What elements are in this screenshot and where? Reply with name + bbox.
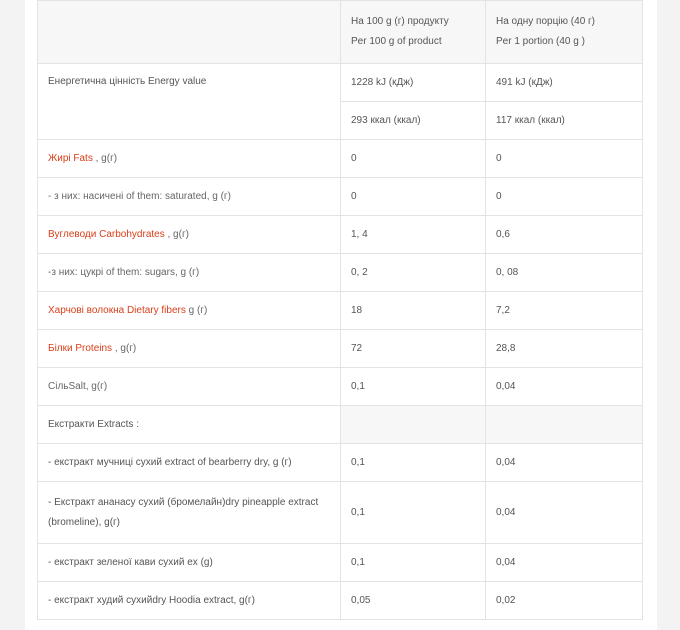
nutrient-label bbox=[38, 178, 341, 216]
value-per-portion: 7,2 bbox=[486, 292, 643, 330]
value-per-portion: 0,04 bbox=[486, 544, 643, 582]
header-per-portion-en: Per 1 portion (40 g ) bbox=[496, 36, 585, 47]
energy-kcal-portion: 117 ккал (ккал) bbox=[486, 102, 643, 140]
value-per-portion: 0 bbox=[486, 178, 643, 216]
nutrient-label-unit: g (г) bbox=[185, 304, 208, 316]
table-row bbox=[38, 582, 643, 620]
extract-label: - екстракт мучниці сухий extract of bearberry dry, g (г) bbox=[38, 444, 341, 482]
table-row bbox=[38, 482, 643, 544]
value-per-100g: 0 bbox=[341, 178, 486, 216]
extract-label: - екстракт зеленої кави сухий ex (g) bbox=[38, 544, 341, 582]
energy-kcal-100g: 293 ккал (ккал) bbox=[341, 102, 486, 140]
energy-row-kj bbox=[38, 64, 643, 102]
nutrient-label-unit: -з них: цукрі of them: sugars, g (г) bbox=[48, 266, 200, 278]
nutrient-label-main: Харчові волокна Dietary fibers bbox=[48, 304, 186, 316]
value-per-100g: 0,1 bbox=[341, 482, 486, 544]
nutrient-label-unit: , g(г) bbox=[92, 152, 118, 164]
nutrient-label-main: Вуглеводи Carbohydrates bbox=[48, 228, 165, 240]
extract-label: - Екстракт ананасу сухий (бромелайн)dry pineapple extract (bromeline), g(г) bbox=[38, 482, 341, 544]
nutrient-label-unit: , g(г) bbox=[164, 228, 189, 240]
value-per-100g: 0,1 bbox=[341, 444, 486, 482]
table-row bbox=[38, 140, 643, 178]
value-per-portion: 0,6 bbox=[486, 216, 643, 254]
header-per-portion-ua: На одну порцію (40 г) bbox=[496, 16, 596, 27]
value-per-portion: 28,8 bbox=[486, 330, 643, 368]
value-per-100g: 0,05 bbox=[341, 582, 486, 620]
nutrient-label bbox=[38, 254, 341, 292]
header-per-portion bbox=[486, 1, 643, 64]
nutrient-label-unit: СільSalt, g(г) bbox=[48, 380, 108, 392]
nutrient-label-unit: - з них: насичені of them: saturated, g (г) bbox=[48, 190, 231, 202]
nutrient-label bbox=[38, 140, 341, 178]
header-per-100g-en: Per 100 g of product bbox=[351, 36, 442, 47]
value-per-100g: 0,1 bbox=[341, 544, 486, 582]
header-empty-cell bbox=[38, 1, 341, 64]
value-per-100g: 18 bbox=[341, 292, 486, 330]
value-per-portion: 0,02 bbox=[486, 582, 643, 620]
value-per-100g: 0, 2 bbox=[341, 254, 486, 292]
header-per-100g-ua: На 100 g (г) продукту bbox=[351, 16, 449, 27]
extracts-header-row bbox=[38, 406, 643, 444]
value-per-100g: 72 bbox=[341, 330, 486, 368]
extracts-empty-100g bbox=[341, 406, 486, 444]
table-row bbox=[38, 368, 643, 406]
nutrition-table bbox=[37, 0, 643, 620]
table-row bbox=[38, 292, 643, 330]
value-per-portion: 0,04 bbox=[486, 444, 643, 482]
nutrient-label bbox=[38, 216, 341, 254]
value-per-portion: 0, 08 bbox=[486, 254, 643, 292]
nutrient-label bbox=[38, 292, 341, 330]
energy-kj-100g: 1228 kJ (кДж) bbox=[341, 64, 486, 102]
nutrient-label-unit: , g(г) bbox=[112, 342, 137, 354]
extracts-label: Екстракти Extracts : bbox=[38, 406, 341, 444]
value-per-portion: 0 bbox=[486, 140, 643, 178]
table-row bbox=[38, 330, 643, 368]
extracts-empty-portion bbox=[486, 406, 643, 444]
value-per-100g: 0 bbox=[341, 140, 486, 178]
value-per-100g: 1, 4 bbox=[341, 216, 486, 254]
value-per-100g: 0,1 bbox=[341, 368, 486, 406]
table-row bbox=[38, 544, 643, 582]
table-row bbox=[38, 216, 643, 254]
extract-label: - екстракт худий сухийdry Hoodia extract, g(г) bbox=[38, 582, 341, 620]
nutrient-label bbox=[38, 330, 341, 368]
energy-kj-portion: 491 kJ (кДж) bbox=[486, 64, 643, 102]
nutrient-label bbox=[38, 368, 341, 406]
value-per-portion: 0,04 bbox=[486, 368, 643, 406]
nutrient-label-main: Жирі Fats bbox=[48, 152, 93, 164]
header-per-100g bbox=[341, 1, 486, 64]
table-row bbox=[38, 178, 643, 216]
table-row bbox=[38, 444, 643, 482]
energy-label: Енергетична цінність Energy value bbox=[38, 64, 341, 140]
nutrient-label-main: Білки Proteins bbox=[48, 342, 113, 354]
value-per-portion: 0,04 bbox=[486, 482, 643, 544]
table-header-row bbox=[38, 1, 643, 64]
table-row bbox=[38, 254, 643, 292]
page-container bbox=[25, 0, 657, 630]
